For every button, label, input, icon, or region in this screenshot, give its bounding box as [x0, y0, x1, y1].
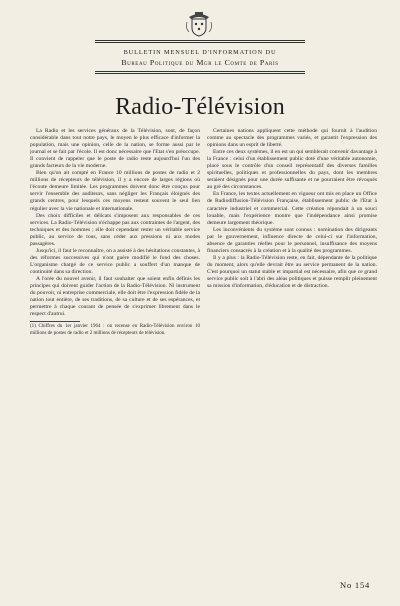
header-rule-bottom — [95, 71, 305, 72]
paragraph: Bien qu'on ait compté en France 10 millions de postes de radio et 2 millions de récepteurs de télévision, il y a encore de larges régions où l'écoute demeure limitée. Les programmes doivent donc être conçus pour servir l'ensemble des auditeurs, sans négliger les Français éloignés des grands centres, pour lesquels ces moyens restent souvent le seul lien régulier avec la vie nationale et internationale. — [30, 170, 200, 212]
paragraph: La Radio et les services généraux de la Télévision, sont, de façon considérable dans tout notre pays, le moyen le plus efficace d'informer la population, mais une opinion, celle de la nation, se forme aussi par le journal et se fait par l'école. Il est donc nécessaire que l'Etat s'en préoccupe. Il convient de rappeler que le poste de radio reste aujourd'hui l'un des grands facteurs de la vie moderne. — [30, 128, 200, 170]
footnote: (1) Chiffres du 1er janvier 1964 : on recense en Radio-Télévision environ 10 millions de postes de radio et 2 millions de récepteurs de télévision. — [30, 324, 200, 336]
paragraph: Des choix difficiles et délicats s'imposent aux responsables de ces services. La Radio-Télévision n'échappe pas aux contraintes de l'argent, des techniques et des hommes ; elle doit cependant rester un véritable service public, au service de tous, sans céder aux pressions ni aux modes passagères. — [30, 212, 200, 247]
royal-crest-icon — [183, 8, 215, 38]
text-column-right — [207, 128, 377, 576]
bureau-header: Bureau Politique du Mgr le Comte de Paris — [121, 58, 279, 67]
paragraph: A l'orée du nouvel avenir, il faut souhaiter que soient enfin définis les principes qui doivent guider l'action de la Radio-Télévision. Ni instrument du pouvoir, ni entreprise commerciale, elle doit être l'expression fidèle de la nation tout entière, de ses traditions, de sa culture et de ses espérances, et permettre à chaque courant de pensée de s'exprimer librement dans le respect d'autrui. — [30, 275, 200, 318]
paragraph: Certaines nations appliquent cette méthode qui fournit à l'audition comme au spectacle des programmes variés, et garantit l'expression des opinions dans un esprit de liberté. — [207, 128, 377, 149]
paragraph: En France, les textes actuellement en vigueur ont mis en place un Office de Radiodiffusion-Télévision Française, établissement public de l'Etat à caractère industriel et commercial. Cette création répondait à un souci louable, mais l'expérience montre que l'indépendance ainsi promise demeure largement théorique. — [207, 191, 377, 226]
header-rule-top — [95, 40, 305, 41]
page-title: Radio-Télévision — [115, 94, 285, 120]
header-rule-top-double — [95, 42, 305, 43]
text-column-left — [30, 128, 200, 576]
paragraph: Il y a plus : la Radio-Télévision reste, en fait, dépendante de la politique du moment, alors qu'elle devrait être au service permanent de la nation. C'est pourquoi un statut stable et impartial est nécessaire, afin que ce grand service public soit à l'abri des aléas politiques et puisse remplir pleinement sa mission d'information, d'éducation et de distraction. — [207, 254, 377, 290]
paragraph: Les inconvénients du système sont connus : nomination des dirigeants par le gouvernement, influence directe de celui-ci sur l'information, absence de garanties réelles pour le personnel, insuffisance des moyens financiers consacrés à la création et à la qualité des programmes. — [207, 226, 377, 254]
page-number: No 154 — [340, 580, 371, 590]
paragraph: Entre ces deux systèmes, il en est un qui semblerait convenir davantage à la France : celui d'un établissement public doté d'une véritable autonomie, placé sous le contrôle d'un conseil représentatif des diverses familles spirituelles, politiques et professionnelles du pays, dont les membres seraient désignés pour une durée suffisante et ne pourraient être révoqués au gré des circonstances. — [207, 149, 377, 191]
header-rule-bottom-double — [95, 73, 305, 74]
paragraph: Jusqu'ici, il faut le reconnaître, on a assisté à des hésitations constantes, à des réformes successives qui n'ont guère modifié le fond des choses. L'organisme chargé de ce service public a souffert d'un manque de continuité dans sa direction. — [30, 247, 200, 275]
footnote-rule — [30, 321, 80, 322]
bulletin-header: BULLETIN MENSUEL D'INFORMATION DU — [123, 49, 277, 56]
